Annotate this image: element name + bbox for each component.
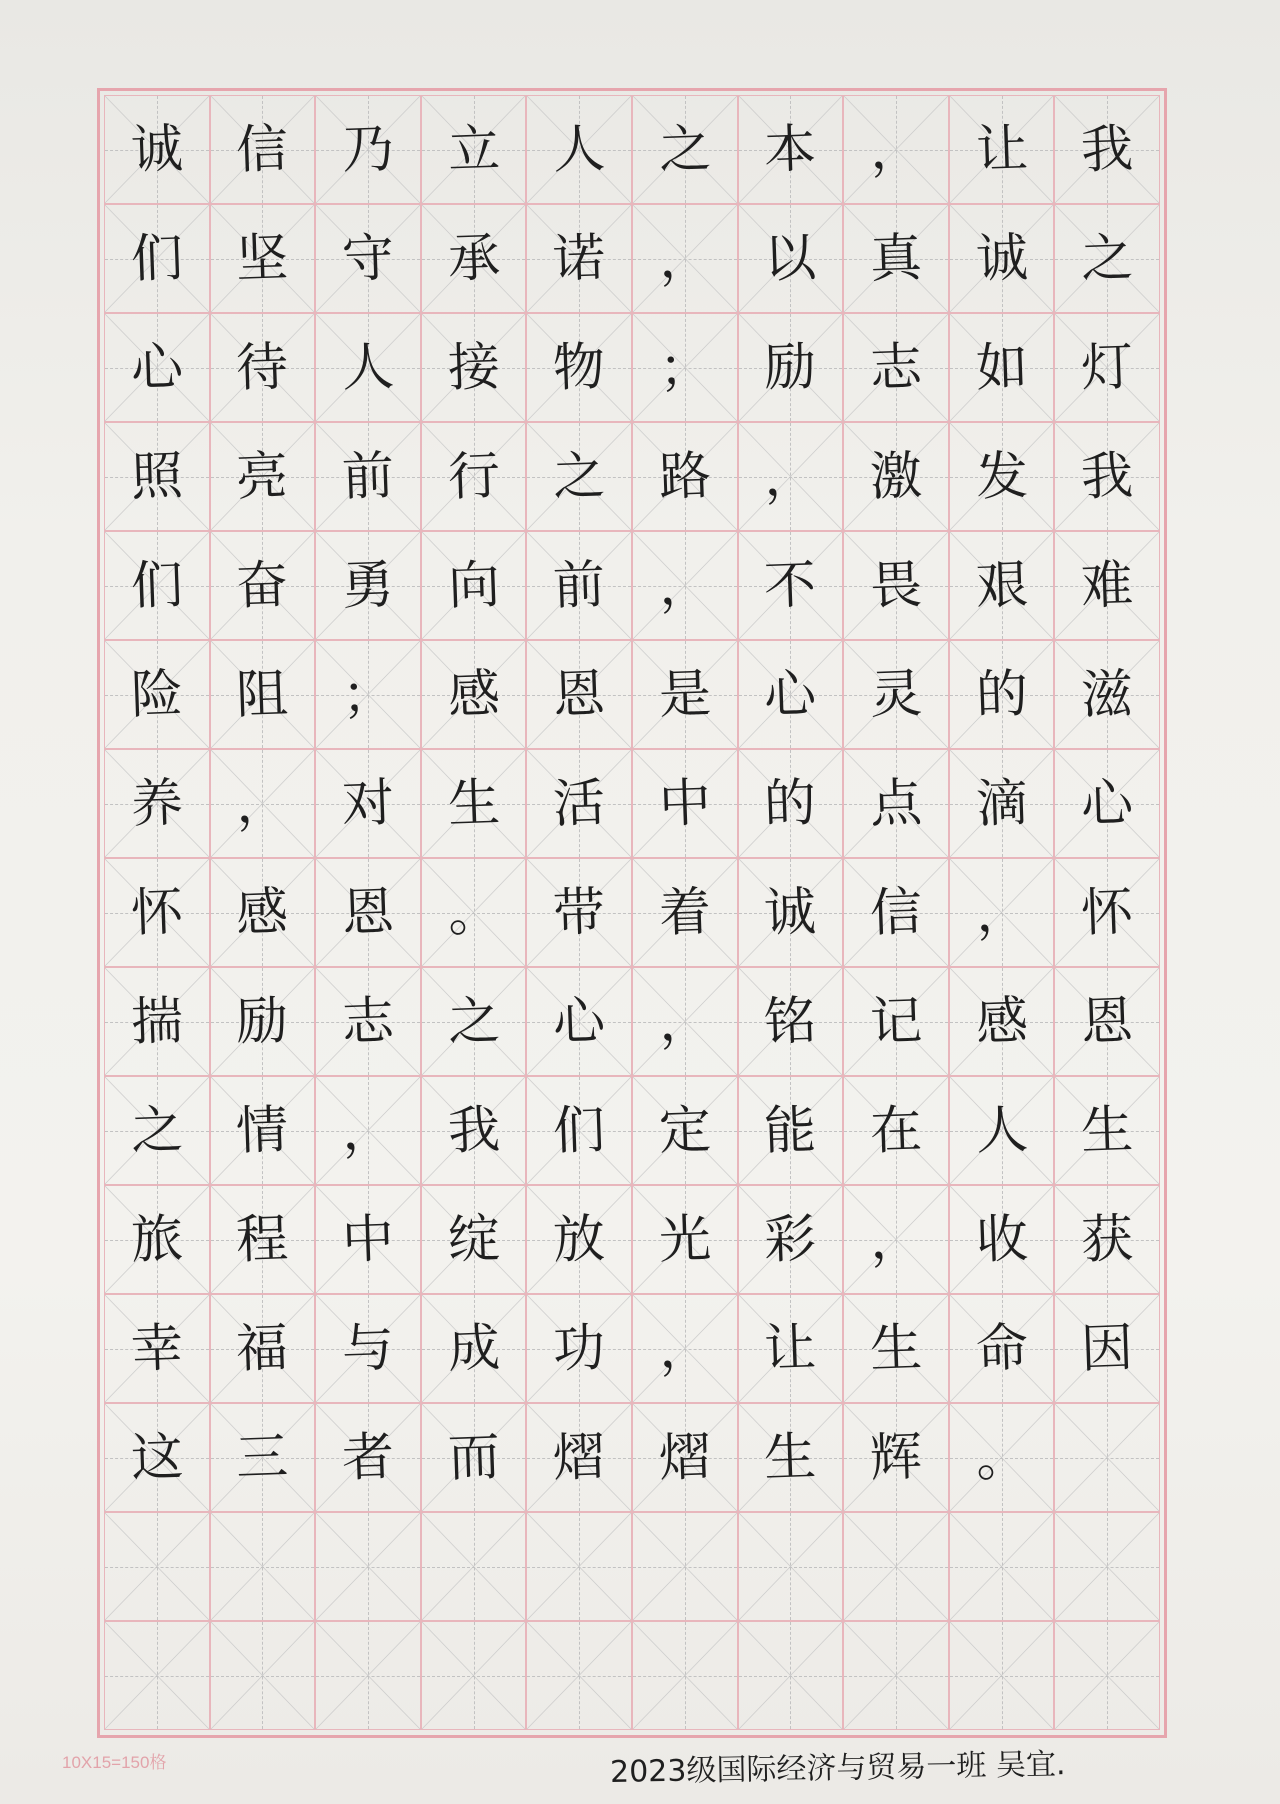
grid-cell	[843, 204, 949, 313]
grid-cell	[1054, 858, 1160, 967]
handwritten-char: 诚	[974, 227, 1029, 290]
grid-cell	[1054, 749, 1160, 858]
grid-cell	[843, 1403, 949, 1512]
handwritten-char: ，	[340, 1099, 396, 1162]
grid-cell	[315, 313, 421, 422]
handwritten-char: 我	[1080, 445, 1135, 508]
handwritten-char: 灯	[1080, 336, 1135, 399]
grid-cell	[104, 531, 210, 640]
grid-cell	[526, 640, 632, 749]
grid-cell	[1054, 1512, 1160, 1621]
grid-cell	[421, 1512, 527, 1621]
grid-cell	[104, 749, 210, 858]
handwritten-char: 着	[657, 881, 712, 944]
handwritten-char: 信	[868, 881, 924, 944]
grid-cell	[104, 422, 210, 531]
handwritten-char: 行	[446, 445, 501, 508]
grid-cell	[1054, 531, 1160, 640]
grid-cell	[738, 1403, 844, 1512]
grid-cell	[738, 1621, 844, 1730]
handwritten-char: 人	[340, 336, 396, 399]
handwritten-char: ，	[868, 118, 924, 181]
handwritten-char: 在	[868, 1099, 924, 1162]
handwritten-char: 三	[235, 1426, 290, 1489]
grid-cell	[632, 749, 738, 858]
handwritten-char: 诚	[763, 881, 818, 944]
handwritten-char: 真	[868, 227, 924, 290]
handwritten-char: 生	[446, 772, 501, 835]
handwritten-char: 恩	[340, 881, 396, 944]
handwritten-char: 感	[446, 663, 501, 726]
handwritten-char: 灵	[868, 663, 924, 726]
handwritten-char: 光	[657, 1208, 712, 1271]
grid-cell	[421, 749, 527, 858]
grid-cell	[632, 1512, 738, 1621]
grid-cell	[210, 313, 316, 422]
grid-cell	[632, 967, 738, 1076]
handwritten-char: 之	[129, 1099, 184, 1162]
grid-cell	[949, 858, 1055, 967]
grid-cell	[949, 531, 1055, 640]
handwritten-char: 能	[763, 1099, 818, 1162]
handwritten-char: 让	[974, 118, 1029, 181]
grid-cell	[104, 1403, 210, 1512]
grid-cell	[421, 1621, 527, 1730]
handwritten-char: 险	[129, 663, 184, 726]
handwritten-char: 这	[129, 1426, 184, 1489]
handwritten-char: 辉	[868, 1426, 924, 1489]
grid-cell	[738, 858, 844, 967]
grid-cell	[632, 95, 738, 204]
handwritten-char: 程	[235, 1208, 290, 1271]
grid-cell	[738, 1512, 844, 1621]
grid-cell	[1054, 1294, 1160, 1403]
grid-cell	[526, 967, 632, 1076]
grid-cell	[104, 1621, 210, 1730]
grid-cell	[210, 1294, 316, 1403]
grid-cell	[210, 1076, 316, 1185]
author-signature: 2023级国际经济与贸易一班 吴宜.	[609, 1747, 1066, 1790]
grid-cell	[632, 640, 738, 749]
handwritten-char: 如	[974, 336, 1029, 399]
handwritten-char: 生	[868, 1317, 924, 1380]
handwritten-char: 乃	[340, 118, 396, 181]
grid-cell	[104, 1512, 210, 1621]
handwritten-char: 中	[340, 1208, 396, 1271]
handwritten-char: 记	[868, 990, 924, 1053]
grid-cell	[632, 422, 738, 531]
handwritten-char: ，	[763, 445, 818, 508]
grid-cell	[210, 1403, 316, 1512]
grid-cell	[632, 1076, 738, 1185]
handwritten-char: 激	[868, 445, 924, 508]
handwritten-char: 而	[446, 1426, 501, 1489]
grid-cell	[421, 422, 527, 531]
handwritten-char: 志	[340, 990, 396, 1053]
handwritten-char: 坚	[235, 227, 290, 290]
grid-cell	[738, 204, 844, 313]
handwritten-char: 中	[657, 772, 712, 835]
grid-cell	[949, 967, 1055, 1076]
grid-cell	[315, 1294, 421, 1403]
grid-cell	[738, 1185, 844, 1294]
handwritten-char: 点	[868, 772, 924, 835]
grid-cell	[315, 1403, 421, 1512]
grid-cell	[421, 204, 527, 313]
grid-cell	[210, 204, 316, 313]
handwritten-char: 恩	[1080, 990, 1135, 1053]
handwritten-char: 放	[552, 1208, 607, 1271]
handwritten-char: 之	[446, 990, 501, 1053]
grid-cell	[949, 1512, 1055, 1621]
handwritten-char: 感	[235, 881, 290, 944]
grid-cell	[526, 1076, 632, 1185]
handwritten-char: 路	[657, 445, 712, 508]
grid-cell	[210, 1512, 316, 1621]
handwritten-char: 活	[552, 772, 607, 835]
handwritten-char: 之	[657, 118, 712, 181]
handwritten-char: ；	[340, 663, 396, 726]
grid-cell	[104, 1185, 210, 1294]
grid-cell	[843, 967, 949, 1076]
grid-cell	[1054, 967, 1160, 1076]
grid-cell	[315, 422, 421, 531]
grid-cell	[421, 967, 527, 1076]
grid-cell	[949, 1185, 1055, 1294]
grid-cell	[843, 1076, 949, 1185]
grid-cell	[104, 967, 210, 1076]
handwritten-char: ；	[657, 336, 712, 399]
grid-cell	[949, 95, 1055, 204]
grid-cell	[632, 1403, 738, 1512]
grid-cell	[421, 858, 527, 967]
handwritten-char: 之	[1080, 227, 1135, 290]
handwritten-char: 熠	[552, 1426, 607, 1489]
grid-cell	[1054, 1185, 1160, 1294]
grid-cell	[738, 967, 844, 1076]
handwritten-char: 诺	[552, 227, 607, 290]
handwritten-char: 们	[552, 1099, 607, 1162]
handwritten-char: 前	[340, 445, 396, 508]
handwritten-char: 发	[974, 445, 1029, 508]
handwritten-char: 对	[340, 772, 396, 835]
grid-cell	[738, 422, 844, 531]
handwritten-char: 畏	[868, 554, 924, 617]
grid-cell	[315, 1512, 421, 1621]
grid-cell	[526, 1512, 632, 1621]
handwritten-char: 励	[235, 990, 290, 1053]
handwritten-char: 成	[446, 1317, 501, 1380]
grid-cell	[949, 640, 1055, 749]
handwritten-char: ，	[657, 1317, 712, 1380]
handwritten-char: 带	[552, 881, 607, 944]
handwritten-char: 阻	[235, 663, 290, 726]
grid-cell	[210, 967, 316, 1076]
handwritten-char: 怀	[129, 881, 184, 944]
handwritten-char: 滋	[1080, 663, 1135, 726]
handwritten-char: 之	[552, 445, 607, 508]
handwritten-char: 的	[974, 663, 1029, 726]
grid-cell	[1054, 422, 1160, 531]
grid-cell	[738, 95, 844, 204]
handwritten-char: ，	[235, 772, 290, 835]
handwritten-char: 勇	[340, 554, 396, 617]
handwritten-char: 励	[763, 336, 818, 399]
grid-cell	[843, 95, 949, 204]
handwritten-char: 人	[974, 1099, 1029, 1162]
grid-cell	[104, 640, 210, 749]
handwritten-char: 奋	[235, 554, 290, 617]
handwritten-char: 不	[763, 554, 818, 617]
handwritten-char: 前	[552, 554, 607, 617]
grid-cell	[526, 1185, 632, 1294]
grid-cell	[632, 313, 738, 422]
handwritten-char: 与	[340, 1317, 396, 1380]
handwritten-char: 信	[235, 118, 290, 181]
grid-cell	[632, 1185, 738, 1294]
handwritten-char: 揣	[129, 990, 184, 1053]
handwritten-char: 向	[446, 554, 501, 617]
handwritten-char: 心	[552, 990, 607, 1053]
handwritten-char: 我	[1080, 118, 1135, 181]
grid-cell	[210, 531, 316, 640]
handwritten-char: 们	[129, 554, 184, 617]
grid-cell	[104, 1294, 210, 1403]
grid-cell	[315, 749, 421, 858]
grid-cell	[526, 1403, 632, 1512]
grid-cell	[843, 422, 949, 531]
grid-cell	[843, 1512, 949, 1621]
grid-cell	[1054, 313, 1160, 422]
grid-cell	[738, 1076, 844, 1185]
grid-cell	[843, 531, 949, 640]
handwritten-char: 物	[552, 336, 607, 399]
handwritten-char: 收	[974, 1208, 1029, 1271]
grid-cell	[104, 313, 210, 422]
grid-cell	[1054, 95, 1160, 204]
grid-cell	[104, 204, 210, 313]
grid-cell	[526, 422, 632, 531]
handwritten-char: 者	[340, 1426, 396, 1489]
grid-cell	[421, 640, 527, 749]
handwritten-char: 照	[129, 445, 184, 508]
grid-cell	[1054, 204, 1160, 313]
handwritten-char: 因	[1080, 1317, 1135, 1380]
grid-cell	[526, 95, 632, 204]
grid-cell	[421, 531, 527, 640]
grid-cell	[949, 749, 1055, 858]
handwritten-char: 志	[868, 336, 924, 399]
handwritten-char: 生	[1080, 1099, 1135, 1162]
grid-cell	[210, 1185, 316, 1294]
grid-cell	[210, 1621, 316, 1730]
grid-cell	[843, 858, 949, 967]
grid-cell	[315, 1076, 421, 1185]
handwritten-char: 福	[235, 1317, 290, 1380]
handwritten-char: 怀	[1080, 881, 1135, 944]
grid-cell	[210, 640, 316, 749]
grid-cell	[1054, 640, 1160, 749]
grid-cell	[526, 858, 632, 967]
handwritten-char: 我	[446, 1099, 501, 1162]
grid-cell	[738, 1294, 844, 1403]
handwritten-char: 生	[763, 1426, 818, 1489]
grid-cell	[315, 858, 421, 967]
handwritten-char: 心	[1080, 772, 1135, 835]
grid-cell	[949, 204, 1055, 313]
grid-cell	[843, 313, 949, 422]
handwritten-char: 情	[235, 1099, 290, 1162]
grid-cell	[949, 313, 1055, 422]
grid-cell	[738, 749, 844, 858]
handwritten-char: 养	[129, 772, 184, 835]
grid-cell	[104, 858, 210, 967]
handwritten-char: ，	[974, 881, 1029, 944]
handwritten-char: 接	[446, 336, 501, 399]
grid-cell	[315, 204, 421, 313]
grid-cell	[632, 204, 738, 313]
grid-cell	[526, 313, 632, 422]
handwritten-char: 铭	[763, 990, 818, 1053]
grid-cell	[315, 967, 421, 1076]
handwritten-char: 功	[552, 1317, 607, 1380]
grid-cell	[315, 640, 421, 749]
writing-grid	[104, 95, 1160, 1730]
grid-cell	[738, 313, 844, 422]
handwritten-char: ，	[868, 1208, 924, 1271]
grid-cell	[632, 858, 738, 967]
grid-cell	[843, 1185, 949, 1294]
grid-cell	[949, 422, 1055, 531]
grid-cell	[421, 95, 527, 204]
handwritten-char: 诚	[129, 118, 184, 181]
handwritten-char: 。	[974, 1426, 1029, 1489]
handwritten-char: 以	[763, 227, 818, 290]
handwritten-char: 滴	[974, 772, 1029, 835]
grid-cell	[843, 1621, 949, 1730]
grid-cell	[949, 1403, 1055, 1512]
handwritten-char: 。	[446, 881, 501, 944]
grid-spec-label: 10X15=150格	[62, 1753, 167, 1772]
handwritten-char: 心	[129, 336, 184, 399]
handwritten-char: 熠	[657, 1426, 712, 1489]
grid-cell	[210, 858, 316, 967]
grid-cell	[315, 1621, 421, 1730]
handwritten-char: 艰	[974, 554, 1029, 617]
handwritten-char: 幸	[129, 1317, 184, 1380]
grid-cell	[210, 95, 316, 204]
grid-cell	[1054, 1621, 1160, 1730]
grid-cell	[1054, 1403, 1160, 1512]
grid-cell	[210, 749, 316, 858]
handwritten-char: ，	[657, 227, 712, 290]
handwritten-char: 的	[763, 772, 818, 835]
grid-cell	[104, 95, 210, 204]
grid-cell	[843, 749, 949, 858]
grid-cell	[210, 422, 316, 531]
grid-cell	[315, 95, 421, 204]
handwritten-char: 亮	[235, 445, 290, 508]
handwritten-char: 定	[657, 1099, 712, 1162]
handwritten-char: 是	[657, 663, 712, 726]
grid-cell	[421, 1076, 527, 1185]
handwritten-char: 旅	[129, 1208, 184, 1271]
grid-cell	[632, 1294, 738, 1403]
handwritten-char: 彩	[763, 1208, 818, 1271]
grid-cell	[738, 640, 844, 749]
handwritten-char: 守	[340, 227, 396, 290]
grid-cell	[526, 531, 632, 640]
handwritten-char: 难	[1080, 554, 1135, 617]
grid-cell	[949, 1076, 1055, 1185]
handwritten-char: 待	[235, 336, 290, 399]
handwritten-char: 心	[763, 663, 818, 726]
grid-cell	[421, 1403, 527, 1512]
handwritten-char: ，	[657, 990, 712, 1053]
grid-cell	[949, 1294, 1055, 1403]
grid-cell	[526, 1621, 632, 1730]
grid-cell	[843, 640, 949, 749]
handwritten-char: 们	[129, 227, 184, 290]
handwritten-char: 让	[763, 1317, 818, 1380]
grid-cell	[421, 1185, 527, 1294]
grid-cell	[632, 531, 738, 640]
grid-cell	[526, 749, 632, 858]
handwritten-char: 人	[552, 118, 607, 181]
grid-cell	[104, 1076, 210, 1185]
handwritten-char: 命	[974, 1317, 1029, 1380]
grid-cell	[421, 313, 527, 422]
grid-cell	[1054, 1076, 1160, 1185]
handwritten-char: 恩	[552, 663, 607, 726]
handwritten-char: 感	[974, 990, 1029, 1053]
grid-cell	[526, 204, 632, 313]
handwritten-char: 本	[763, 118, 818, 181]
handwritten-char: 立	[446, 118, 501, 181]
handwritten-char: ，	[657, 554, 712, 617]
grid-cell	[949, 1621, 1055, 1730]
grid-cell	[315, 1185, 421, 1294]
grid-cell	[526, 1294, 632, 1403]
grid-cell	[315, 531, 421, 640]
grid-cell	[632, 1621, 738, 1730]
handwritten-char: 绽	[446, 1208, 501, 1271]
grid-cell	[738, 531, 844, 640]
handwritten-char: 承	[446, 227, 501, 290]
handwritten-char: 获	[1080, 1208, 1135, 1271]
grid-cell	[843, 1294, 949, 1403]
grid-cell	[421, 1294, 527, 1403]
